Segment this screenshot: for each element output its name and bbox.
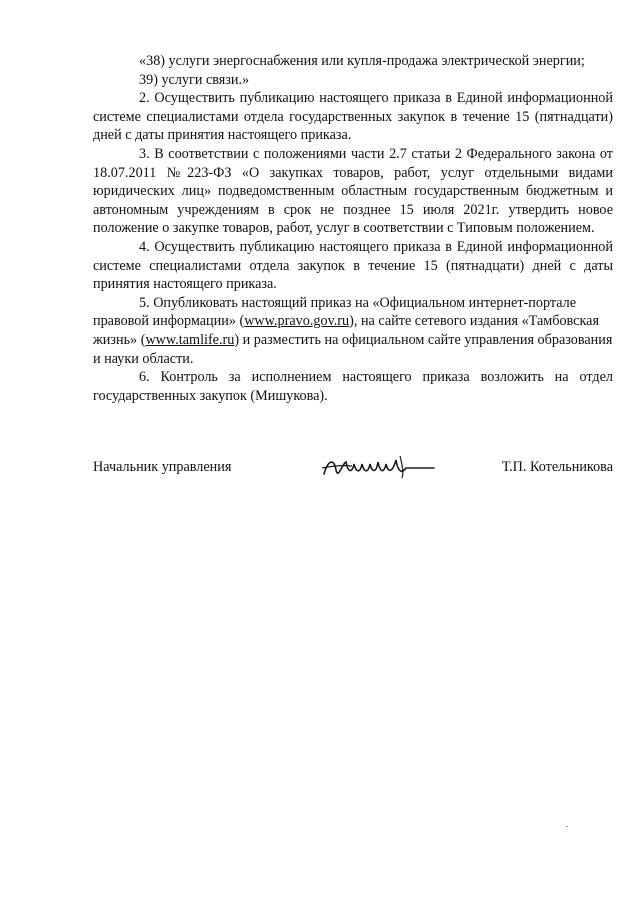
paragraph-2: 2. Осуществить публикацию настоящего приказа в Единой информационной системе специалистами отдела государственных закупок в течение 15 (пятнадцати) дней с даты принятия настоящего приказа. (93, 90, 613, 144)
scan-speck (566, 826, 568, 827)
signatory-title: Начальник управления (93, 459, 232, 475)
paragraph-5-part1: 5. Опубликовать настоящий приказ на «Официальном интернет-портале правовой информации» ( (93, 294, 577, 330)
tamlife-link[interactable]: www.tamlife.ru (145, 331, 235, 348)
handwritten-signature (318, 450, 438, 484)
paragraph-4: 4. Осуществить публикацию настоящего приказа в Единой информационной системе специалистами отдела закупок в течение 15 (пятнадцати) дней с даты принятия настоящего приказа. (93, 238, 613, 293)
paragraph-5 (93, 294, 613, 368)
paragraph-3: 3. В соответствии с положениями части 2.7 статьи 2 Федерального закона от 18.07.2011 №223-ФЗ «О закупках товаров, работ, услуг отдельными видами юридических лиц» подведомственным областным государственным бюджетным и автономным учреждениям в срок не позднее 15 июля 2021г. утвердить новое положение о закупке товаров, работ, услуг в соответствии с Типовым положением. (93, 145, 613, 237)
signature-block (93, 458, 613, 488)
pravo-link[interactable]: www.pravo.gov.ru (244, 313, 350, 330)
paragraph-38: «38) услуги энергоснабжения или купля-продажа электрической энергии; (139, 53, 585, 69)
paragraph-5-part3: ) и разместить на официальном сайте управления образования и науки области. (93, 331, 613, 367)
signatory-name: Т.П. Котельникова (501, 459, 613, 475)
paragraph-5-part2: ), на сайте сетевого издания «Тамбовская жизнь» ( (93, 313, 599, 348)
paragraph-39: 39) услуги связи.» (139, 71, 250, 88)
document-body (93, 52, 613, 405)
paragraph-6: 6. Контроль за исполнением настоящего приказа возложить на отдел государственных закупок (Мишукова). (93, 369, 613, 404)
